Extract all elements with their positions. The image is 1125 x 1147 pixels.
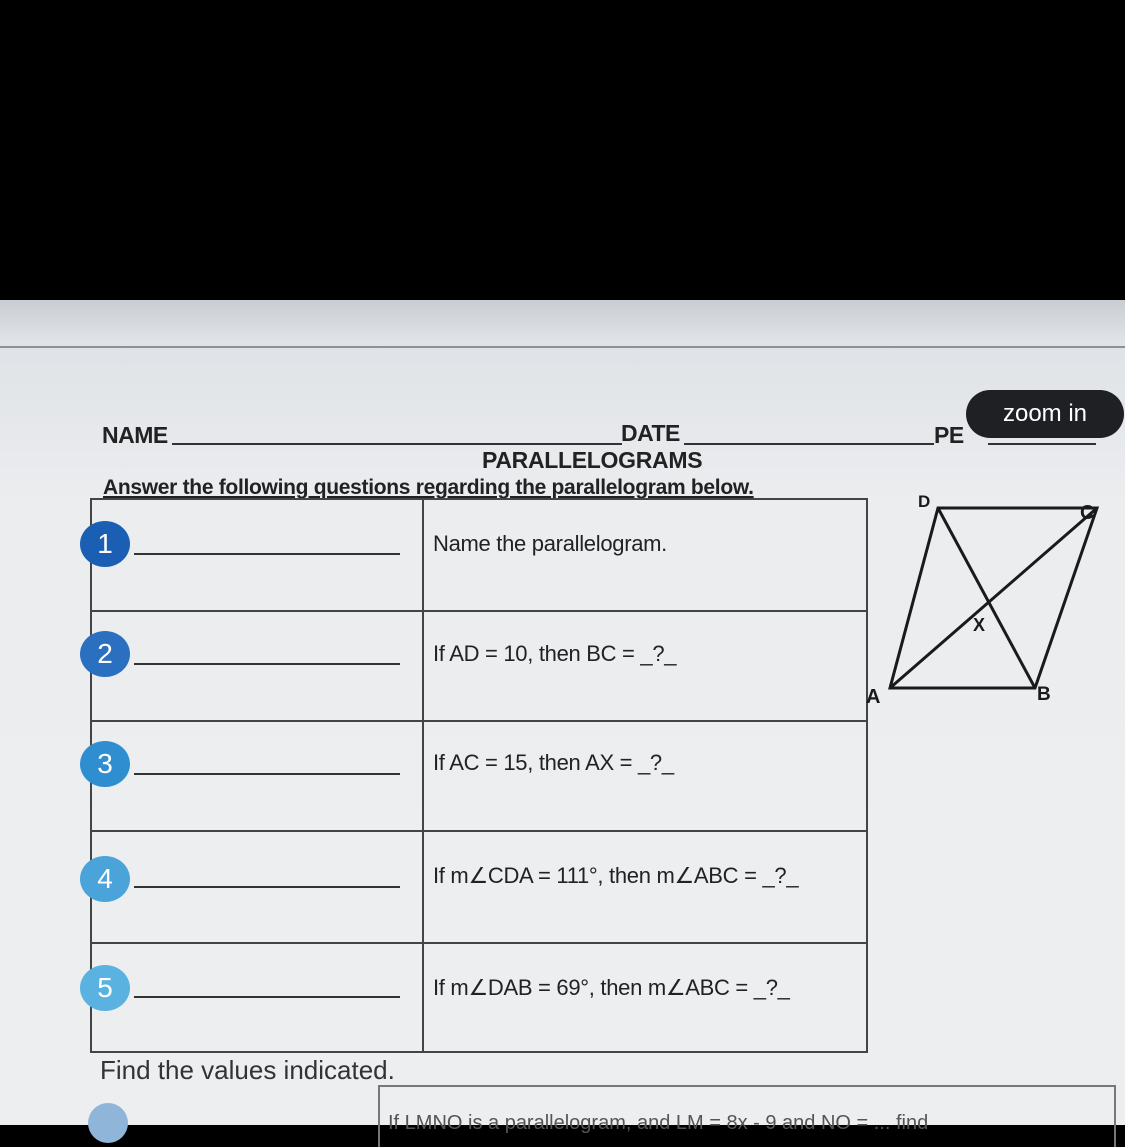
answer-line[interactable]: [134, 663, 400, 665]
next-question-text-fragment: If LMNO is a parallelogram, and LM = 8x - 9 and NO = ... find: [388, 1112, 929, 1134]
question-text: If m∠CDA = 111°, then m∠ABC = _?_: [433, 863, 799, 888]
worksheet-title: PARALLELOGRAMS: [482, 447, 703, 473]
question-number-badge: 5: [80, 965, 130, 1011]
next-question-badge: [88, 1103, 128, 1143]
row-divider: [92, 610, 866, 612]
period-line: [988, 443, 1096, 445]
vertex-label-a: A: [866, 686, 881, 708]
vertex-label-c: C: [1080, 502, 1095, 524]
answer-line[interactable]: [134, 886, 400, 888]
vertex-label-b: B: [1037, 684, 1051, 705]
name-line: [172, 443, 622, 445]
parallelogram-diagram: [860, 485, 1120, 710]
diagonal-db: [938, 508, 1035, 688]
question-number-badge: 3: [80, 741, 130, 787]
question-text: If m∠DAB = 69°, then m∠ABC = _?_: [433, 975, 790, 1000]
intersection-label-x: X: [973, 615, 986, 635]
black-background: [0, 0, 1125, 300]
zoom-in-button[interactable]: zoom in: [966, 390, 1124, 438]
question-number-badge: 2: [80, 631, 130, 677]
question-number-badge: 4: [80, 856, 130, 902]
paper-edge-line: [0, 346, 1125, 348]
question-text: If AD = 10, then BC = _?_: [433, 641, 677, 666]
row-divider: [92, 830, 866, 832]
answer-line[interactable]: [134, 553, 400, 555]
period-label: PE: [934, 422, 964, 448]
section-instruction: Find the values indicated.: [100, 1055, 395, 1085]
instructions: Answer the following questions regarding the parallelogram below.: [103, 476, 754, 499]
question-number-badge: 1: [80, 521, 130, 567]
column-divider: [422, 500, 424, 1051]
answer-line[interactable]: [134, 996, 400, 998]
question-text: Name the parallelogram.: [433, 531, 667, 556]
date-label: DATE: [621, 420, 680, 446]
question-text: If AC = 15, then AX = _?_: [433, 750, 674, 775]
name-label: NAME: [102, 422, 168, 448]
row-divider: [92, 720, 866, 722]
row-divider: [92, 942, 866, 944]
vertex-label-d: D: [918, 492, 931, 511]
date-line: [684, 443, 934, 445]
answer-line[interactable]: [134, 773, 400, 775]
